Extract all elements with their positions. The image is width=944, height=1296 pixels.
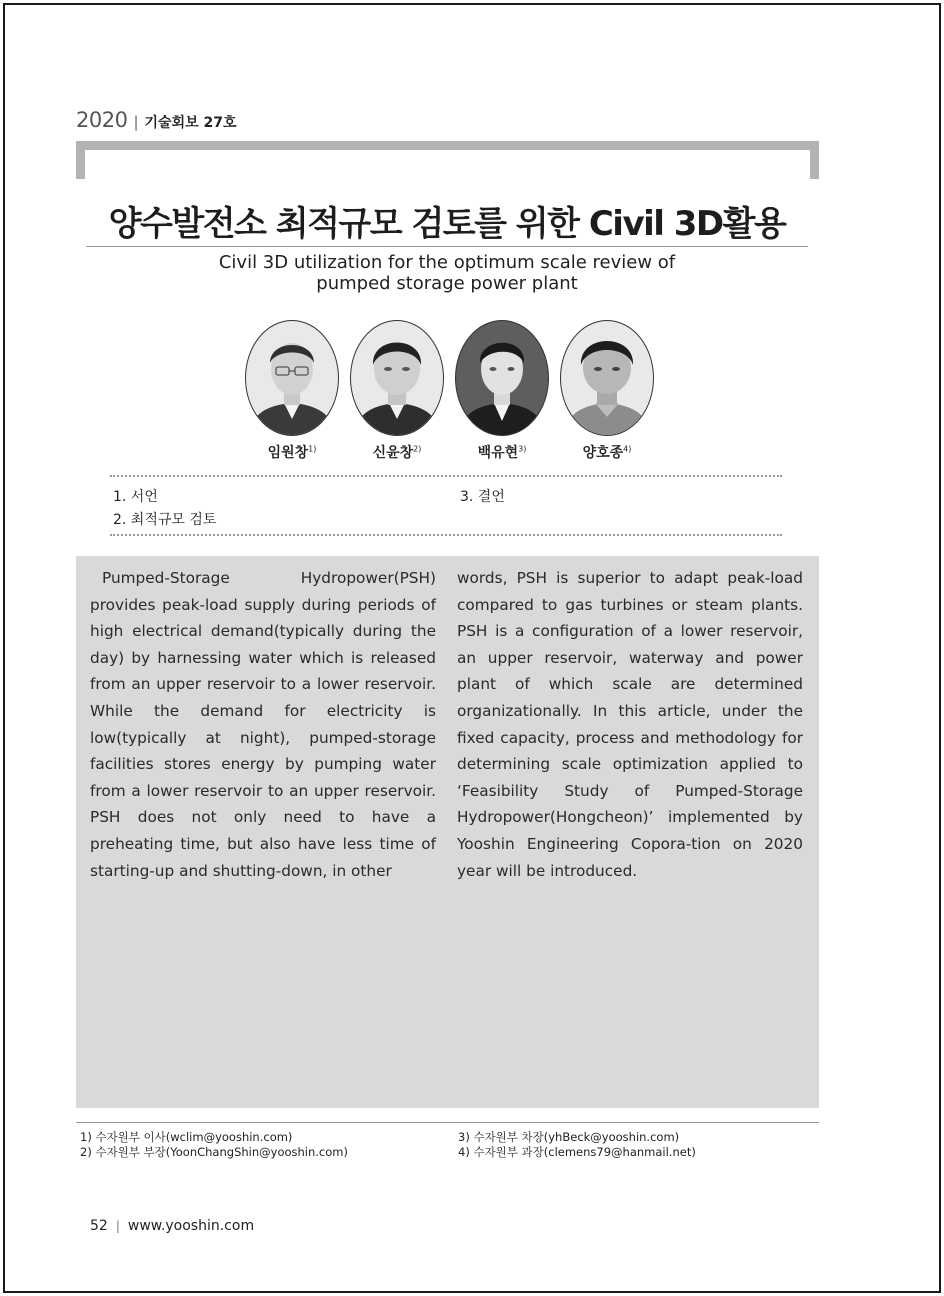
article-title-korean: 양수발전소 최적규모 검토를 위한 Civil 3D활용 [108, 204, 786, 244]
website-link[interactable]: www.yooshin.com [127, 1218, 255, 1234]
author-footnote-mark: 2) [413, 444, 422, 454]
footnote: 3) 수자원부 차장(yhBeck@yooshin.com) [458, 1130, 680, 1144]
footnote: 1) 수자원부 이사(wclim@yooshin.com) [80, 1130, 293, 1144]
footnote: 4) 수자원부 과장(clemens79@hanmail.net) [458, 1145, 696, 1159]
abstract-column-left: Pumped-Storage Hydropower(PSH) provides peak-load supply during periods of high electrical demand(typically during the day) by harnessing water which is released from an upper reservoir to a lower reservoir. While the demand for electricity is low(typically at night), pumped-storage facilities stores energy by pumping water from a lower reservoir to an upper reservoir. PSH does not only need to have a preheating time, but also have less time of starting-up and shutting-down, in other [90, 569, 436, 880]
header-issue: 기술회보 27호 [144, 115, 237, 131]
footnote: 2) 수자원부 부장(YoonChangShin@yooshin.com) [80, 1145, 348, 1159]
header-separator: | [133, 113, 139, 131]
toc-item: 1. 서언 [113, 489, 158, 505]
toc-item: 2. 최적규모 검토 [113, 512, 217, 528]
toc-item: 3. 결언 [460, 489, 505, 505]
author-footnote-mark: 4) [623, 444, 632, 454]
title-english-line2: pumped storage power plant [316, 273, 578, 294]
footer-separator: | [115, 1219, 120, 1233]
author-photo [350, 320, 444, 436]
title-english-line1: Civil 3D utilization for the optimum scale review of [218, 252, 676, 273]
page-footer [90, 1218, 254, 1234]
author-name: 백유현 [477, 445, 519, 461]
author-name: 임원창 [267, 445, 309, 461]
author-name: 신윤창 [372, 445, 414, 461]
title-frame [76, 141, 819, 179]
abstract-column-right: words, PSH is superior to adapt peak-load compared to gas turbines or steam plants. PSH is a configuration of a lower reservoir, an upper reservoir, waterway and power plant of which scale are determined organizationally. In this article, under the fixed capacity, process and methodology for determining scale optimization applied to ‘Feasibility Study of Pumped-Storage Hydropower(Hongcheon)’ implemented by Yooshin Engineering Copora-tion on 2020 year will be introduced. [457, 569, 803, 880]
title-rule [86, 246, 808, 247]
author-photo [560, 320, 654, 436]
toc-rule-bottom [110, 534, 782, 536]
toc-rule-top [110, 475, 782, 477]
article-title-english [180, 252, 714, 294]
author-photo [245, 320, 339, 436]
page-number: 52 [90, 1218, 108, 1234]
author-photo [455, 320, 549, 436]
header-year: 2020 [76, 108, 128, 132]
journal-header [76, 108, 237, 132]
author-name: 양호종 [582, 445, 624, 461]
footnote-rule [76, 1122, 819, 1123]
author-footnote-mark: 1) [308, 444, 317, 454]
author-footnote-mark: 3) [518, 444, 527, 454]
